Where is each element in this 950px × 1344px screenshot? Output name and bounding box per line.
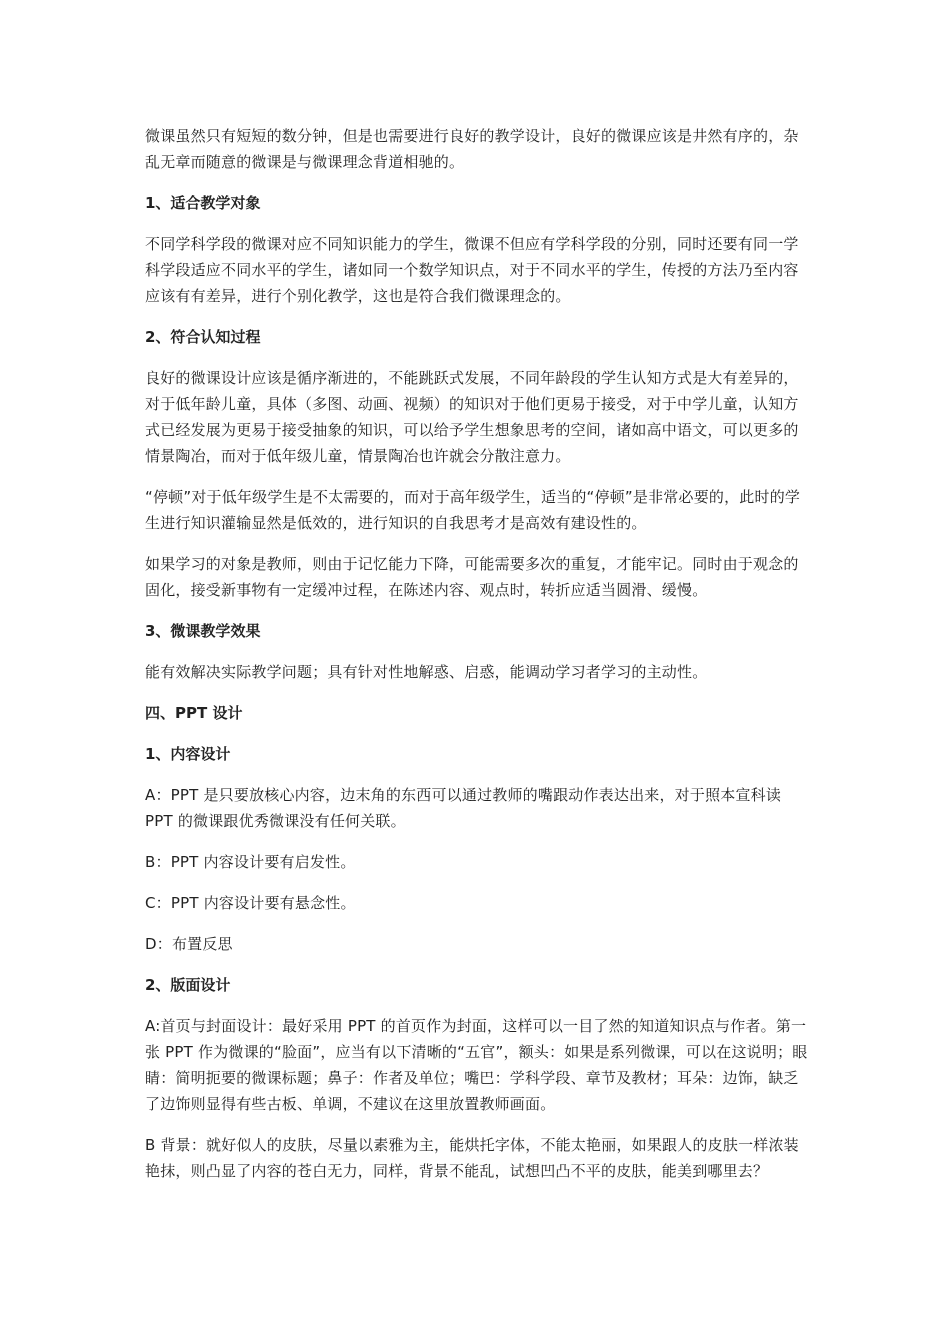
paragraph-target-audience: 不同学科学段的微课对应不同知识能力的学生，微课不但应有学科学段的分别，同时还要有同一学科学段适应不同水平的学生，诸如同一个数学知识点，对于不同水平的学生，传授的方法乃至内容应该有有差异，进行个别化教学，这也是符合我们微课理念的。 bbox=[145, 235, 799, 305]
paragraph-cognitive-process: 良好的微课设计应该是循序渐进的，不能跳跃式发展，不同年龄段的学生认知方式是大有差异的，对于低年龄儿童，具体（多图、动画、视频）的知识对于他们更易于接受，对于中学儿童，认知方式已经发展为更易于接受抽象的知识，可以给予学生想象思考的空间，诸如高中语文，可以更多的情景陶冶，而对于低年级儿童，情景陶冶也许就会分散注意力。 bbox=[145, 369, 799, 465]
paragraph-content-a: A：PPT 是只要放核心内容，边末角的东西可以通过教师的嘴跟动作表达出来，对于照本宣科读 PPT 的微课跟优秀微课没有任何关联。 bbox=[145, 786, 782, 830]
paragraph-content-c: C：PPT 内容设计要有悬念性。 bbox=[145, 894, 356, 912]
section-heading-target-audience: 1、适合教学对象 bbox=[145, 194, 261, 212]
paragraph-pause: “停顿”对于低年级学生是不太需要的，而对于高年级学生，适当的“停顿”是非常必要的，此时的学生进行知识灌输显然是低效的，进行知识的自我思考才是高效有建设性的。 bbox=[145, 488, 801, 532]
paragraph-layout-cover: A:首页与封面设计：最好采用 PPT 的首页作为封面，这样可以一目了然的知道知识点与作者。第一张 PPT 作为微课的“脸面”，应当有以下清晰的“五官”，额头：如果是系列微课，可以在这说明；眼睛：简明扼要的微课标题；鼻子：作者及单位；嘴巴：学科学段、章节及教材；耳朵：边饰，缺乏了边饰则显得有些古板、单调，不建议在这里放置教师画面。 bbox=[145, 1017, 808, 1113]
paragraph-content-b: B：PPT 内容设计要有启发性。 bbox=[145, 853, 356, 871]
section-heading-teaching-effect: 3、微课教学效果 bbox=[145, 622, 261, 640]
paragraph-teaching-effect: 能有效解决实际教学问题；具有针对性地解惑、启惑，能调动学习者学习的主动性。 bbox=[145, 663, 708, 681]
intro-paragraph: 微课虽然只有短短的数分钟，但是也需要进行良好的教学设计，良好的微课应该是井然有序的，杂乱无章而随意的微课是与微课理念背道相驰的。 bbox=[145, 127, 799, 171]
chapter-heading-ppt-design: 四、PPT 设计 bbox=[145, 704, 243, 722]
section-heading-cognitive-process: 2、符合认知过程 bbox=[145, 328, 261, 346]
paragraph-layout-background: B 背景：就好似人的皮肤，尽量以素雅为主，能烘托字体，不能太艳丽，如果跟人的皮肤一样浓装艳抹，则凸显了内容的苍白无力，同样，背景不能乱，试想凹凸不平的皮肤，能美到哪里去？ bbox=[145, 1136, 799, 1180]
paragraph-teacher-learners: 如果学习的对象是教师，则由于记忆能力下降，可能需要多次的重复，才能牢记。同时由于观念的固化，接受新事物有一定缓冲过程，在陈述内容、观点时，转折应适当圆滑、缓慢。 bbox=[145, 555, 799, 599]
document-body bbox=[145, 123, 810, 1199]
paragraph-content-d: D：布置反思 bbox=[145, 935, 233, 953]
section-heading-layout-design: 2、版面设计 bbox=[145, 976, 231, 994]
section-heading-content-design: 1、内容设计 bbox=[145, 745, 231, 763]
